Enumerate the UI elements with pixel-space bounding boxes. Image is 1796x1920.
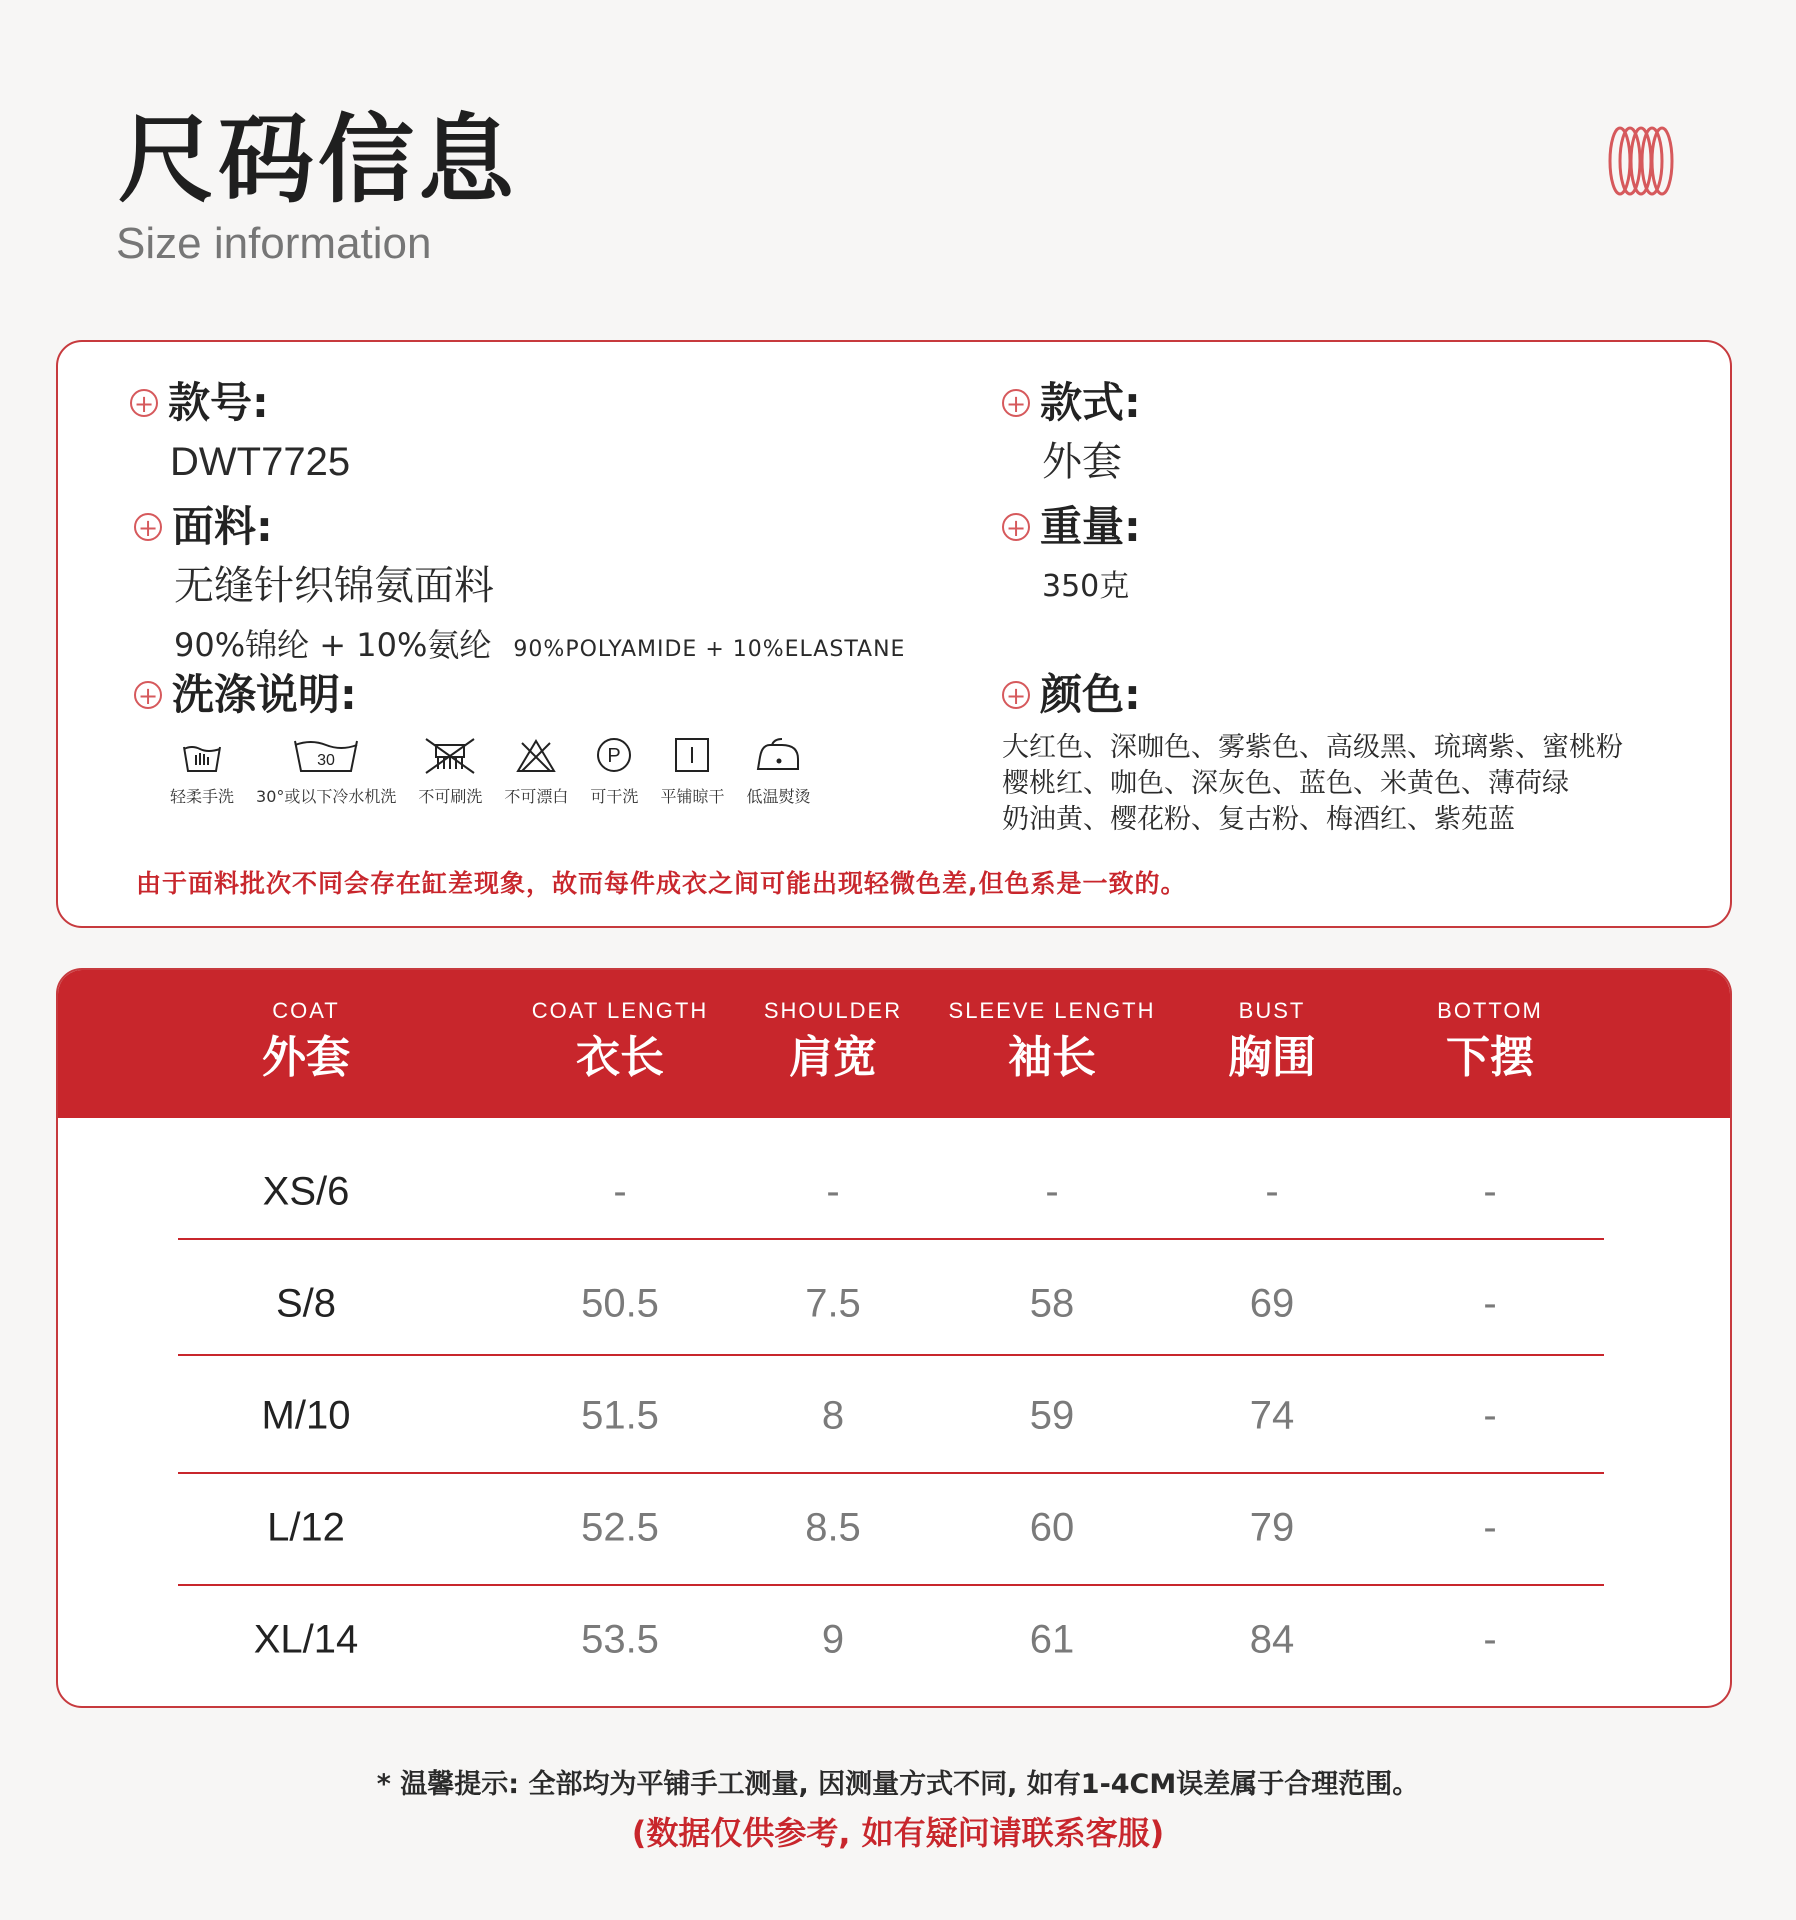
rings-logo-icon (1604, 124, 1678, 198)
composition-en: 90%POLYAMIDE + 10%ELASTANE (513, 637, 906, 662)
care-label: 洗涤说明: (172, 670, 357, 719)
care-icons-row (170, 732, 832, 807)
care-item: P 可干洗 (590, 732, 638, 807)
svg-text:30: 30 (317, 752, 336, 769)
column-header-shoulder: SHOULDER 肩宽 (763, 998, 903, 1083)
fabric-field (134, 502, 906, 666)
style-number-value: DWT7725 (170, 440, 351, 484)
weight-field (1002, 502, 1141, 604)
reference-note: (数据仅供参考, 如有疑问请联系客服) (631, 1814, 1165, 1852)
composition-cn: 90%锦纶 + 10%氨纶 (174, 626, 492, 664)
color-line: 樱桃红、咖色、深灰色、蓝色、米黄色、薄荷绿 (1002, 768, 1569, 799)
column-header-bottom: BOTTOM 下摆 (1437, 998, 1543, 1083)
column-header-bust: BUST 胸围 (1228, 998, 1316, 1083)
color-label: 颜色: (1040, 670, 1141, 719)
iron-low-icon (752, 732, 804, 778)
care-item: 轻柔手洗 (170, 732, 234, 807)
measurement-tip: * 温馨提示: 全部均为平铺手工测量, 因测量方式不同, 如有1-4CM误差属于合理范围。 (376, 1769, 1420, 1800)
product-info-panel (56, 340, 1732, 928)
plus-circle-icon: + (1002, 513, 1030, 541)
care-item: 不可刷洗 (418, 732, 482, 807)
column-header-sleeve-length: SLEEVE LENGTH 袖长 (948, 998, 1156, 1083)
style-number-label: 款号: (168, 378, 269, 427)
table-row: XS/6 - - - - - (262, 1169, 1497, 1214)
plus-circle-icon: + (1002, 681, 1030, 709)
color-variance-notice: 由于面料批次不同会存在缸差现象，故而每件成衣之间可能出现轻微色差,但色系是一致的。 (136, 869, 1187, 898)
row-divider (178, 1354, 1604, 1356)
hand-wash-icon (180, 732, 224, 778)
fabric-value: 无缝针织锦氨面料 (174, 563, 494, 609)
table-row: S/8 50.5 7.5 58 69 - (275, 1281, 1497, 1326)
color-line: 大红色、深咖色、雾紫色、高级黑、琉璃紫、蜜桃粉 (1002, 732, 1623, 763)
type-value: 外套 (1042, 439, 1122, 485)
weight-value: 350克 (1042, 569, 1130, 604)
weight-label: 重量: (1040, 502, 1141, 551)
care-item: 30 30°或以下冷水机洗 (256, 732, 396, 807)
plus-circle-icon: + (134, 513, 162, 541)
table-row: M/10 51.5 8 59 74 - (261, 1393, 1497, 1438)
care-item: 低温熨烫 (746, 732, 810, 807)
table-header (58, 970, 1730, 1118)
column-header-coat-length: COAT LENGTH 衣长 (531, 998, 709, 1083)
machine-wash-30-icon (291, 732, 361, 778)
color-field (1002, 670, 1623, 838)
color-list (1002, 730, 1623, 838)
type-label: 款式: (1040, 378, 1141, 427)
row-divider (178, 1238, 1604, 1240)
plus-circle-icon: + (1002, 389, 1030, 417)
column-header-coat: COAT 外套 (262, 998, 350, 1083)
page-subtitle: Size information (116, 219, 432, 268)
style-number-field (130, 378, 351, 484)
table-row: L/12 52.5 8.5 60 79 - (267, 1505, 1497, 1550)
svg-text:P: P (607, 745, 622, 767)
page-title: 尺码信息 (118, 104, 518, 216)
no-brushing-icon (422, 732, 478, 778)
table-row: XL/14 53.5 9 61 84 - (253, 1617, 1497, 1662)
plus-circle-icon: + (134, 681, 162, 709)
care-item: 不可漂白 (504, 732, 568, 807)
care-item: 平铺晾干 (660, 732, 724, 807)
dry-clean-p-icon (592, 732, 636, 778)
care-field (134, 670, 357, 719)
size-table (56, 968, 1732, 1708)
dry-flat-icon (670, 732, 714, 778)
plus-circle-icon: + (130, 389, 158, 417)
color-line: 奶油黄、樱花粉、复古粉、梅酒红、紫苑蓝 (1002, 804, 1515, 835)
fabric-label: 面料: (172, 502, 273, 551)
no-bleach-icon (514, 732, 558, 778)
type-field (1002, 378, 1141, 485)
